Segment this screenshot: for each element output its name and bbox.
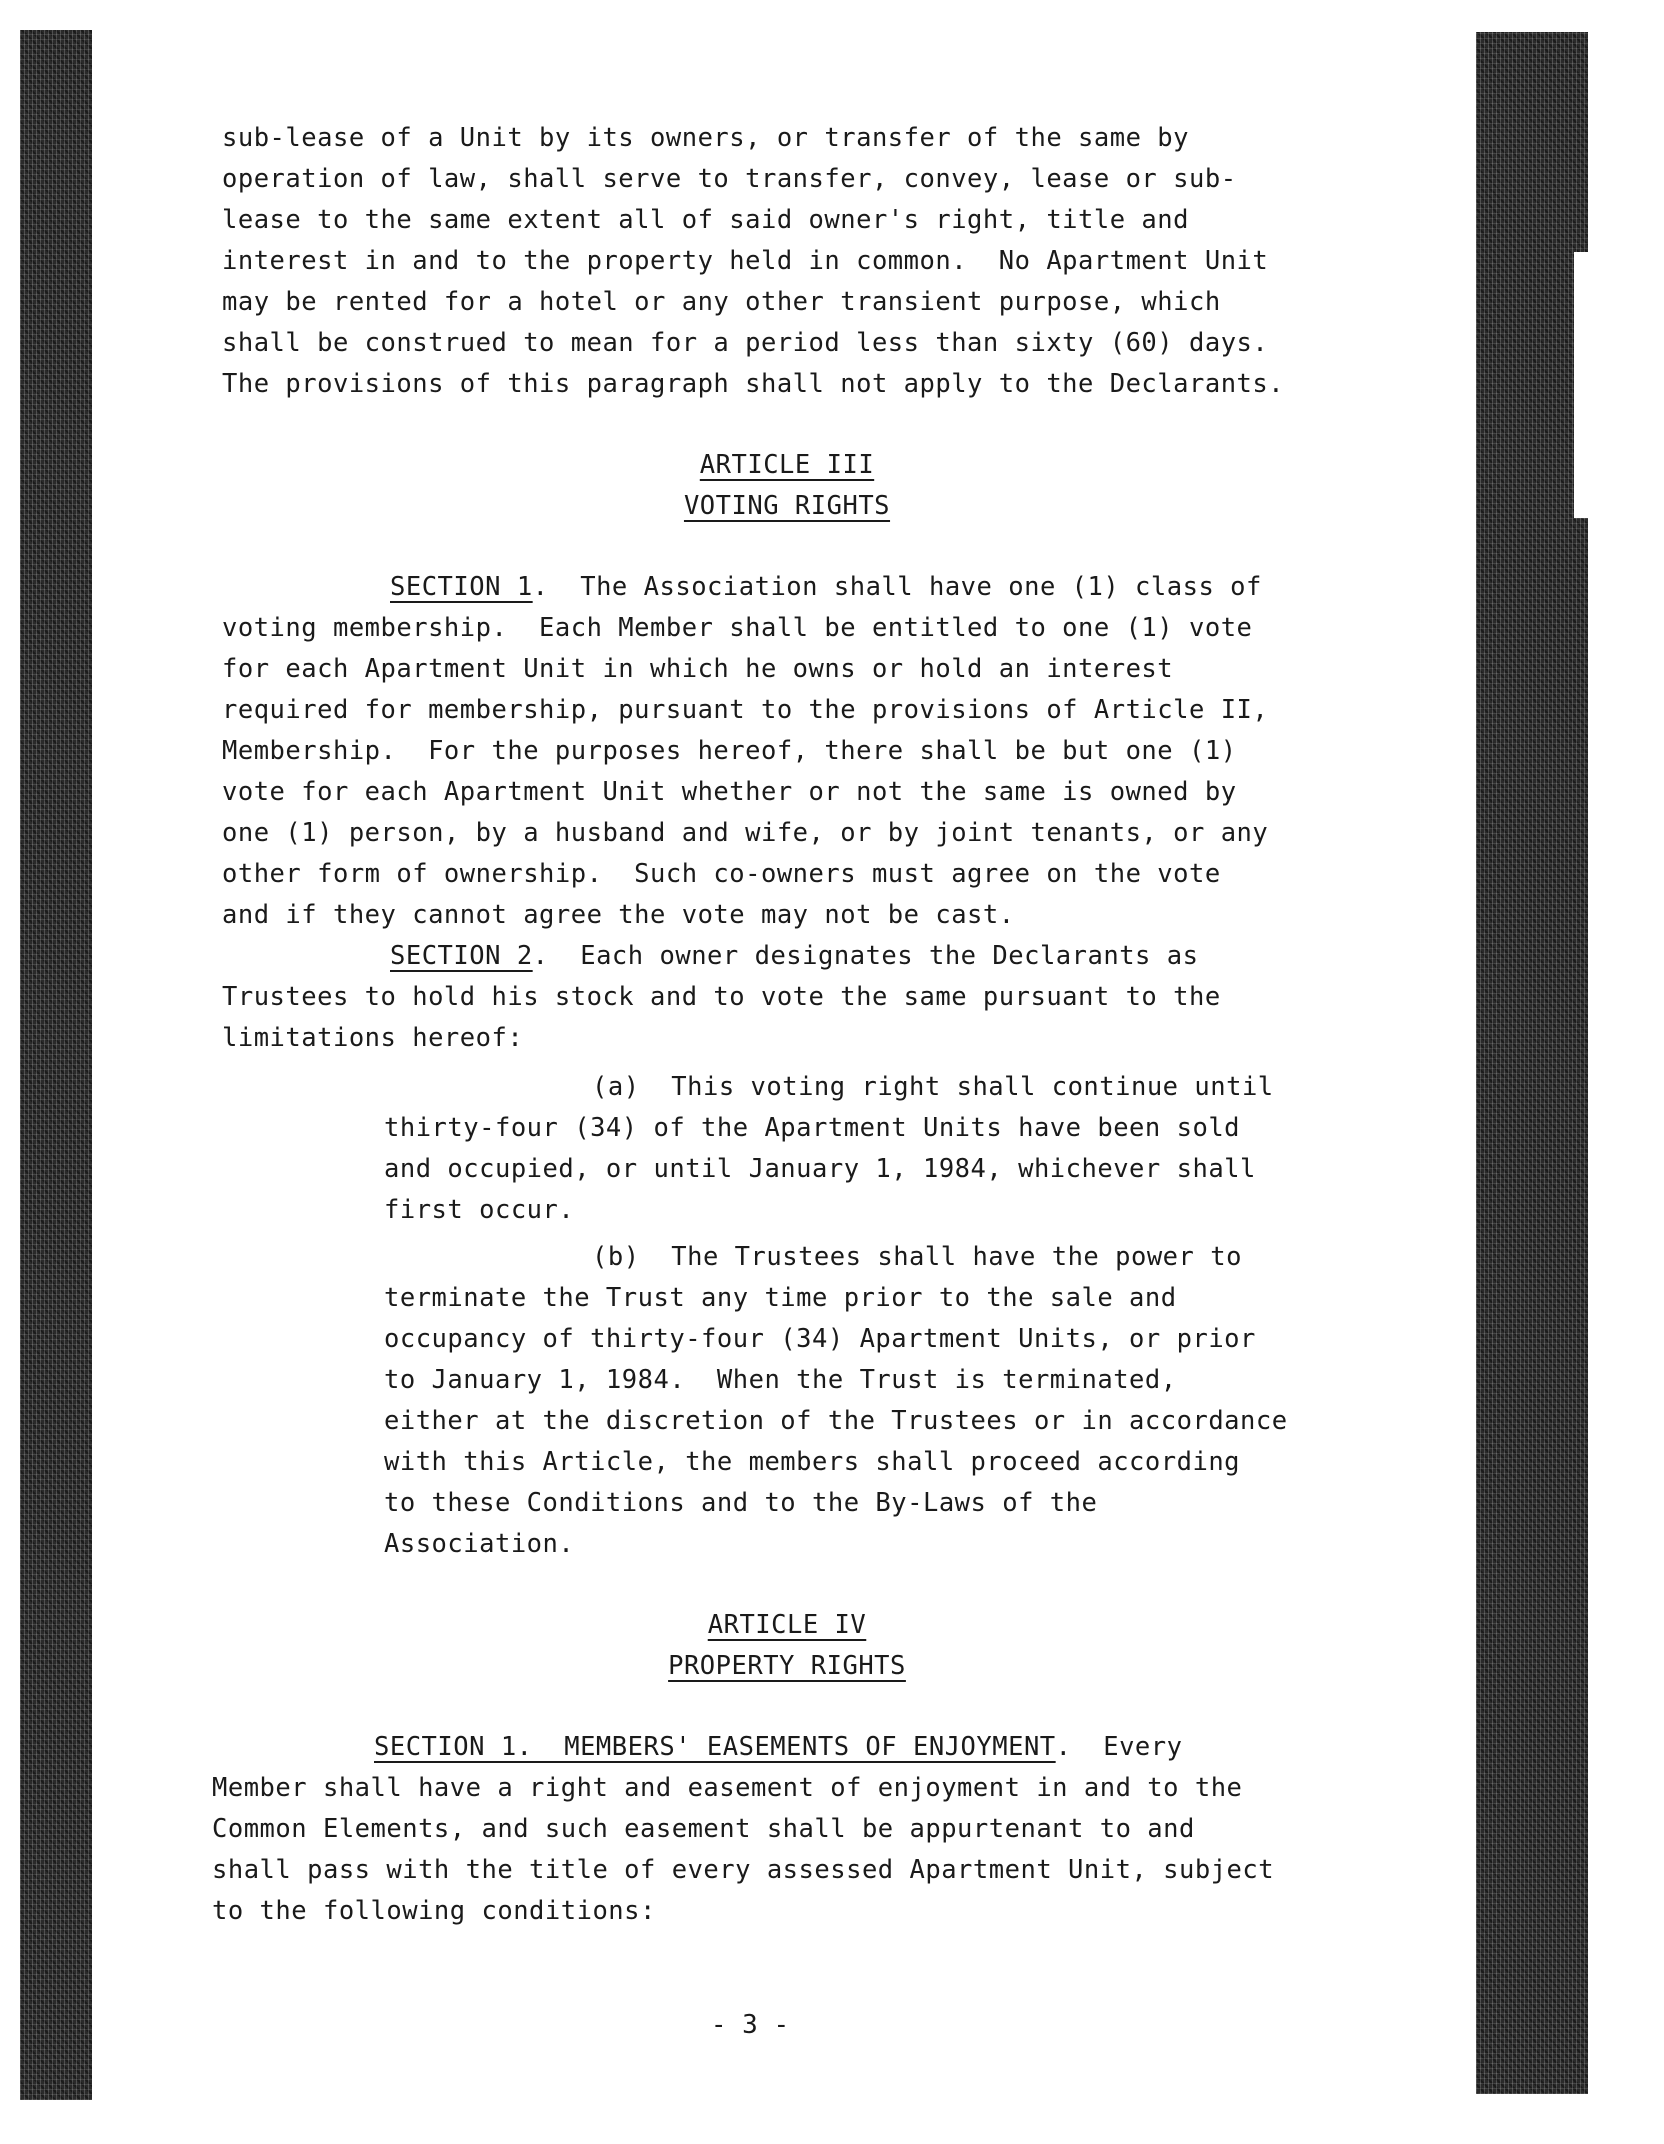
document-body	[212, 118, 1352, 1932]
article-3-subheading-text: VOTING RIGHTS	[683, 491, 891, 521]
text-line: to the following conditions:	[212, 1896, 656, 1926]
text-line: other form of ownership. Such co-owners must agree on the vote	[222, 859, 1221, 889]
article-3-section-2	[222, 936, 1352, 1059]
text-line: sub-lease of a Unit by its owners, or transfer of the same by	[222, 123, 1189, 153]
text-line: occupancy of thirty-four (34) Apartment Units, or prior	[384, 1324, 1256, 1354]
text-line: limitations hereof:	[222, 1023, 524, 1053]
text-line: voting membership. Each Member shall be entitled to one (1) vote	[222, 613, 1253, 643]
section-1-first-line-text: . The Association shall have one (1) class of	[532, 572, 1262, 602]
text-line: operation of law, shall serve to transfer, convey, lease or sub-	[222, 164, 1237, 194]
spacer	[222, 1565, 1352, 1605]
text-line: shall pass with the title of every assessed Apartment Unit, subject	[212, 1855, 1275, 1885]
text-line: with this Article, the members shall proceed according	[384, 1447, 1241, 1477]
intro-paragraph	[222, 118, 1352, 405]
scan-edge-right	[1476, 32, 1588, 2094]
article-3-heading	[222, 445, 1352, 486]
text-line: shall be construed to mean for a period less than sixty (60) days.	[222, 328, 1269, 358]
scan-edge-left	[20, 30, 92, 2100]
text-line: thirty-four (34) of the Apartment Units have been sold	[384, 1113, 1241, 1143]
spacer	[222, 405, 1352, 445]
page-number: - 3 -	[710, 2010, 790, 2040]
section-1-label: SECTION 1	[390, 572, 533, 602]
text-line: and if they cannot agree the vote may not be cast.	[222, 900, 1015, 930]
item-b	[222, 1237, 1352, 1565]
text-line: for each Apartment Unit in which he owns or hold an interest	[222, 654, 1174, 684]
text-line: first occur.	[384, 1195, 575, 1225]
text-line: The provisions of this paragraph shall not apply to the Declarants.	[222, 369, 1285, 399]
article-3-heading-text: ARTICLE III	[699, 450, 875, 480]
section-2-first-line	[222, 936, 1352, 977]
text-line: Trustees to hold his stock and to vote the same pursuant to the	[222, 982, 1221, 1012]
item-a-first-line: (a) This voting right shall continue until	[592, 1072, 1274, 1102]
article-4-heading	[222, 1605, 1352, 1646]
section-2-first-line-text: . Each owner designates the Declarants as	[532, 941, 1199, 971]
text-line: Association.	[384, 1529, 575, 1559]
article-4-section-1-first-line-text: . Every	[1055, 1732, 1183, 1762]
text-line: vote for each Apartment Unit whether or not the same is owned by	[222, 777, 1237, 807]
scan-notch	[1574, 252, 1588, 518]
spacer	[222, 1687, 1352, 1727]
text-line: Member shall have a right and easement of enjoyment in and to the	[212, 1773, 1243, 1803]
spacer	[222, 1059, 1352, 1067]
item-b-first-line: (b) The Trustees shall have the power to	[592, 1242, 1242, 1272]
text-line: interest in and to the property held in common. No Apartment Unit	[222, 246, 1269, 276]
article-3-section-1	[222, 567, 1352, 936]
text-line: to January 1, 1984. When the Trust is terminated,	[384, 1365, 1177, 1395]
article-4-section-1-first-line	[212, 1727, 1352, 1768]
text-line: Membership. For the purposes hereof, there shall be but one (1)	[222, 736, 1237, 766]
section-2-label: SECTION 2	[390, 941, 533, 971]
text-line: Common Elements, and such easement shall be appurtenant to and	[212, 1814, 1195, 1844]
article-4-heading-text: ARTICLE IV	[707, 1610, 867, 1640]
text-line: may be rented for a hotel or any other transient purpose, which	[222, 287, 1221, 317]
article-4-section-1-label: SECTION 1. MEMBERS' EASEMENTS OF ENJOYMENT	[374, 1732, 1056, 1762]
article-4-subheading-text: PROPERTY RIGHTS	[668, 1651, 906, 1681]
text-line: to these Conditions and to the By-Laws of the	[384, 1488, 1098, 1518]
article-3-subheading	[222, 486, 1352, 527]
text-line: either at the discretion of the Trustees or in accordance	[384, 1406, 1288, 1436]
article-4-section-1	[212, 1727, 1352, 1932]
text-line: one (1) person, by a husband and wife, or by joint tenants, or any	[222, 818, 1269, 848]
article-4-subheading	[222, 1646, 1352, 1687]
text-line: required for membership, pursuant to the provisions of Article II,	[222, 695, 1269, 725]
text-line: lease to the same extent all of said owner's right, title and	[222, 205, 1189, 235]
section-1-first-line	[222, 567, 1352, 608]
text-line: terminate the Trust any time prior to the sale and	[384, 1283, 1177, 1313]
text-line: and occupied, or until January 1, 1984, whichever shall	[384, 1154, 1256, 1184]
item-a	[222, 1067, 1352, 1231]
spacer	[222, 527, 1352, 567]
